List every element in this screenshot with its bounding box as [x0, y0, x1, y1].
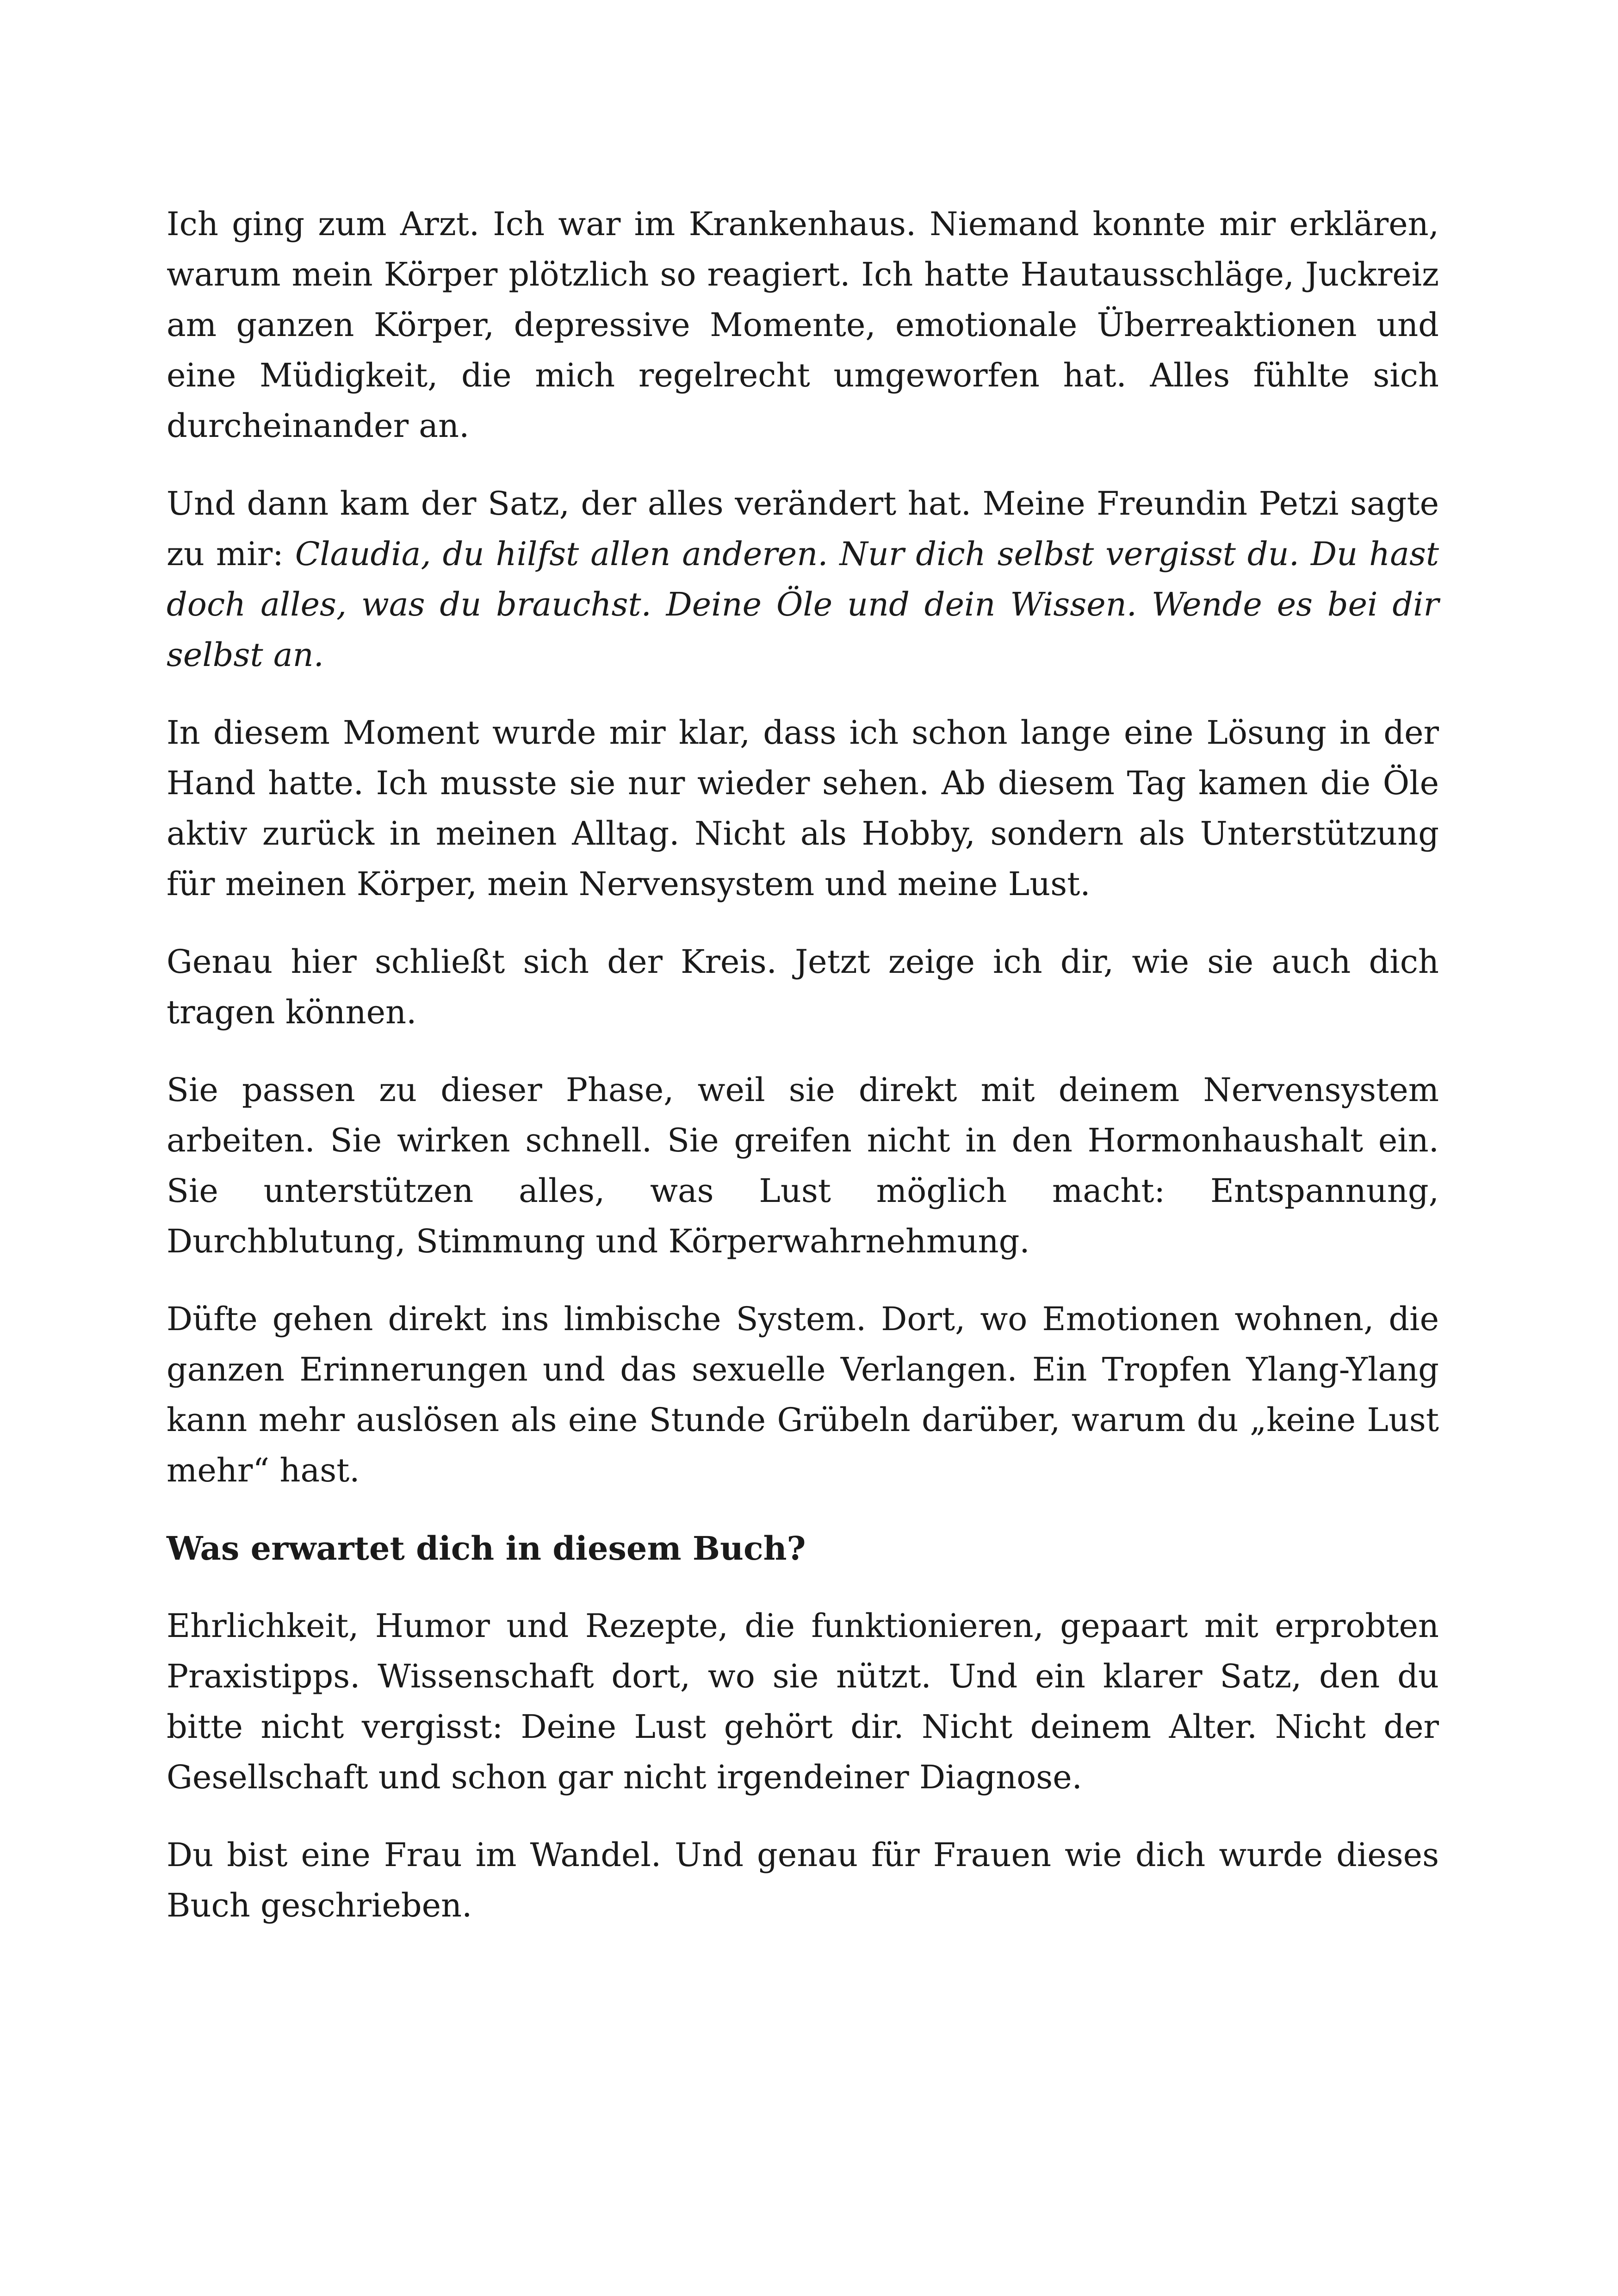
paragraph-doctor-visit: Ich ging zum Arzt. Ich war im Krankenhaus. Niemand konnte mir erklären, warum mein Körper plötzlich so reagiert. Ich hatte Hautausschläge, Juckreiz am ganzen Körper, depressive Momente, emotionale Überreaktionen und eine Müdigkeit, die mich regelrecht umgeworfen hat. Alles fühlte sich durcheinander an. — [167, 205, 1439, 445]
paragraph-closing: Du bist eine Frau im Wandel. Und genau für Frauen wie dich wurde dieses Buch geschrieben. — [167, 1836, 1439, 1924]
section-heading: Was erwartet dich in diesem Buch? — [167, 1529, 806, 1568]
paragraph-nervous-system: Sie passen zu dieser Phase, weil sie direkt mit deinem Nervensystem arbeiten. Sie wirken schnell. Sie greifen nicht in den Hormonhaushalt ein. Sie unterstützen alles, was Lust möglich macht: Entspannung, Durchblutung, Stimmung und Körperwahrnehmung. — [167, 1071, 1439, 1260]
paragraph-friend-quote — [167, 479, 1439, 680]
body-text — [167, 199, 1439, 1931]
friend-quote: Claudia, du hilfst allen anderen. Nur dich selbst vergisst du. Du hast doch alles, was du brauchst. Deine Öle und dein Wissen. Wende es bei dir selbst an. — [167, 535, 1439, 674]
paragraph-book-content: Ehrlichkeit, Humor und Rezepte, die funktionieren, gepaart mit erprobten Praxistipps. Wissenschaft dort, wo sie nützt. Und ein klarer Satz, den du bitte nicht vergisst: Deine Lust gehört dir. Nicht deinem Alter. Nicht der Gesellschaft und schon gar nicht irgendeiner Diagnose. — [167, 1607, 1439, 1796]
paragraph-limbic-system: Düfte gehen direkt ins limbische System. Dort, wo Emotionen wohnen, die ganzen Erinnerungen und das sexuelle Verlangen. Ein Tropfen Ylang-Ylang kann mehr auslösen als eine Stunde Grübeln darüber, warum du „keine Lust mehr“ hast. — [167, 1300, 1439, 1489]
paragraph-realization: In diesem Moment wurde mir klar, dass ich schon lange eine Lösung in der Hand hatte. Ich musste sie nur wieder sehen. Ab diesem Tag kamen die Öle aktiv zurück in meinen Alltag. Nicht als Hobby, sondern als Unterstützung für meinen Körper, mein Nervensystem und meine Lust. — [167, 714, 1439, 903]
paragraph-circle-closes: Genau hier schließt sich der Kreis. Jetzt zeige ich dir, wie sie auch dich tragen können. — [167, 943, 1439, 1031]
quote-intro: Und dann kam der Satz, der alles verändert hat. Meine Freundin Petzi sagte zu mir: — [167, 485, 1439, 573]
